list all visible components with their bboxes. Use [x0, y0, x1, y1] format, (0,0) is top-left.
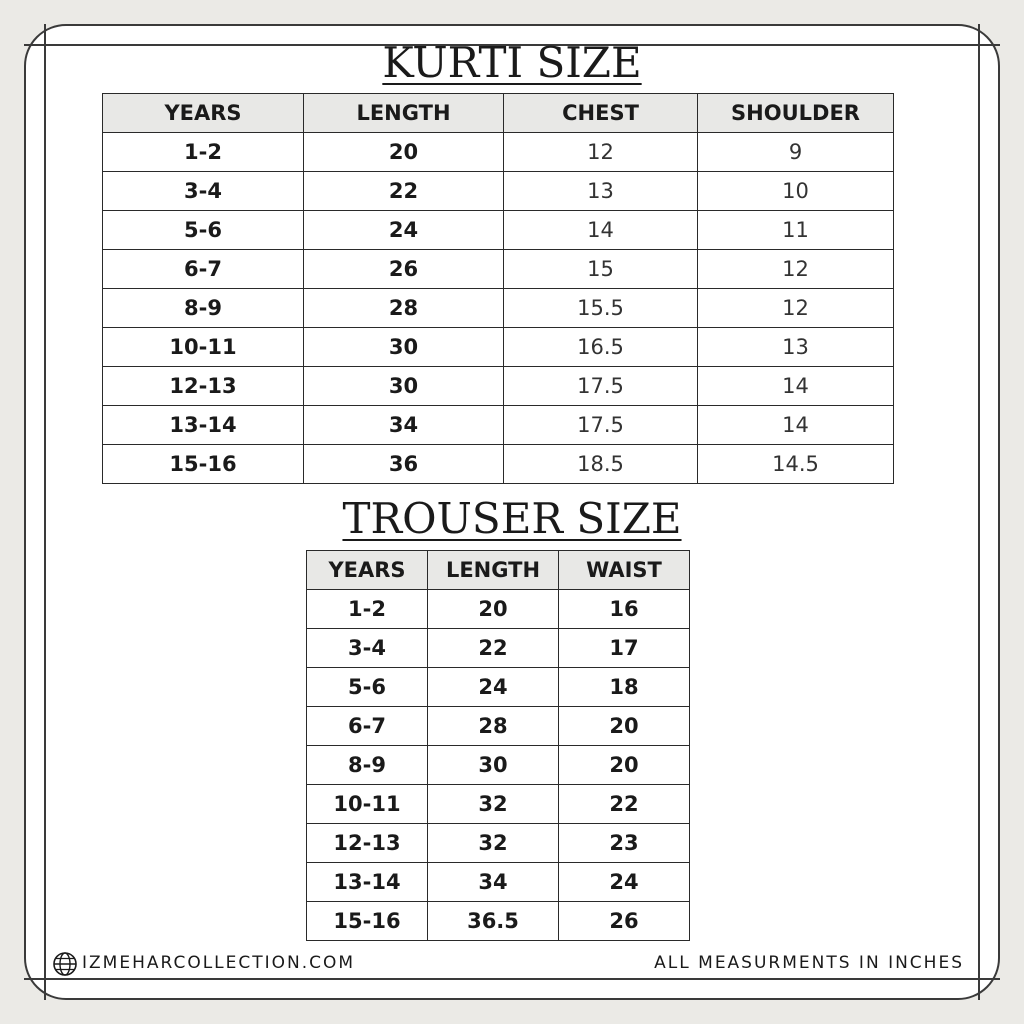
table-cell: 23: [559, 824, 690, 863]
table-row: [103, 211, 894, 250]
table-row: [103, 367, 894, 406]
table-cell: 20: [428, 590, 559, 629]
column-header: SHOULDER: [698, 94, 894, 133]
table-cell: 6-7: [307, 707, 428, 746]
table-cell: 12: [504, 133, 698, 172]
column-header: WAIST: [559, 551, 690, 590]
table-row: [307, 629, 690, 668]
table-cell: 28: [428, 707, 559, 746]
table-cell: 15-16: [307, 902, 428, 941]
table-cell: 12-13: [307, 824, 428, 863]
trouser-size-table: [306, 550, 690, 941]
measurement-note: ALL MEASURMENTS IN INCHES: [654, 953, 964, 973]
table-row: [103, 328, 894, 367]
table-cell: 18: [559, 668, 690, 707]
table-cell: 16: [559, 590, 690, 629]
table-cell: 8-9: [307, 746, 428, 785]
table-cell: 13: [504, 172, 698, 211]
table-cell: 14: [698, 406, 894, 445]
table-row: [307, 590, 690, 629]
table-cell: 36.5: [428, 902, 559, 941]
table-row: [103, 289, 894, 328]
table-cell: 24: [559, 863, 690, 902]
table-row: [103, 406, 894, 445]
table-cell: 34: [428, 863, 559, 902]
table-cell: 20: [304, 133, 504, 172]
table-cell: 3-4: [307, 629, 428, 668]
column-header: CHEST: [504, 94, 698, 133]
table-cell: 15.5: [504, 289, 698, 328]
table-cell: 12-13: [103, 367, 304, 406]
table-row: [103, 133, 894, 172]
table-cell: 30: [428, 746, 559, 785]
table-cell: 6-7: [103, 250, 304, 289]
table-cell: 20: [559, 746, 690, 785]
table-cell: 14: [698, 367, 894, 406]
table-cell: 14.5: [698, 445, 894, 484]
table-cell: 18.5: [504, 445, 698, 484]
table-row: [103, 250, 894, 289]
column-header: YEARS: [307, 551, 428, 590]
table-cell: 5-6: [307, 668, 428, 707]
table-cell: 1-2: [307, 590, 428, 629]
table-cell: 22: [559, 785, 690, 824]
table-cell: 30: [304, 328, 504, 367]
table-header-row: [103, 94, 894, 133]
table-cell: 36: [304, 445, 504, 484]
table-header-row: [307, 551, 690, 590]
table-row: [307, 824, 690, 863]
table-cell: 26: [304, 250, 504, 289]
table-cell: 17.5: [504, 406, 698, 445]
table-cell: 30: [304, 367, 504, 406]
table-cell: 12: [698, 289, 894, 328]
frame-line-bottom: [24, 978, 1000, 980]
table-cell: 34: [304, 406, 504, 445]
table-cell: 32: [428, 785, 559, 824]
table-row: [307, 668, 690, 707]
trouser-size-title: TROUSER SIZE: [342, 494, 682, 543]
table-cell: 20: [559, 707, 690, 746]
table-row: [307, 863, 690, 902]
globe-icon: [52, 951, 78, 977]
table-row: [307, 746, 690, 785]
website-link[interactable]: IZMEHARCOLLECTION.COM: [82, 953, 356, 973]
table-cell: 24: [428, 668, 559, 707]
table-cell: 5-6: [103, 211, 304, 250]
table-cell: 13-14: [307, 863, 428, 902]
column-header: YEARS: [103, 94, 304, 133]
table-cell: 26: [559, 902, 690, 941]
table-cell: 32: [428, 824, 559, 863]
column-header: LENGTH: [428, 551, 559, 590]
table-row: [307, 707, 690, 746]
table-cell: 8-9: [103, 289, 304, 328]
table-cell: 10: [698, 172, 894, 211]
table-cell: 10-11: [103, 328, 304, 367]
kurti-size-title: KURTI SIZE: [382, 38, 642, 87]
table-cell: 11: [698, 211, 894, 250]
table-cell: 13: [698, 328, 894, 367]
table-cell: 15: [504, 250, 698, 289]
table-cell: 13-14: [103, 406, 304, 445]
table-cell: 14: [504, 211, 698, 250]
table-cell: 22: [304, 172, 504, 211]
table-cell: 17: [559, 629, 690, 668]
table-row: [307, 785, 690, 824]
table-row: [307, 902, 690, 941]
table-cell: 3-4: [103, 172, 304, 211]
table-cell: 12: [698, 250, 894, 289]
table-cell: 15-16: [103, 445, 304, 484]
table-row: [103, 172, 894, 211]
table-cell: 16.5: [504, 328, 698, 367]
table-cell: 10-11: [307, 785, 428, 824]
table-cell: 17.5: [504, 367, 698, 406]
table-cell: 24: [304, 211, 504, 250]
table-cell: 1-2: [103, 133, 304, 172]
column-header: LENGTH: [304, 94, 504, 133]
table-row: [103, 445, 894, 484]
table-cell: 9: [698, 133, 894, 172]
table-cell: 28: [304, 289, 504, 328]
kurti-size-table: [102, 93, 894, 484]
table-cell: 22: [428, 629, 559, 668]
